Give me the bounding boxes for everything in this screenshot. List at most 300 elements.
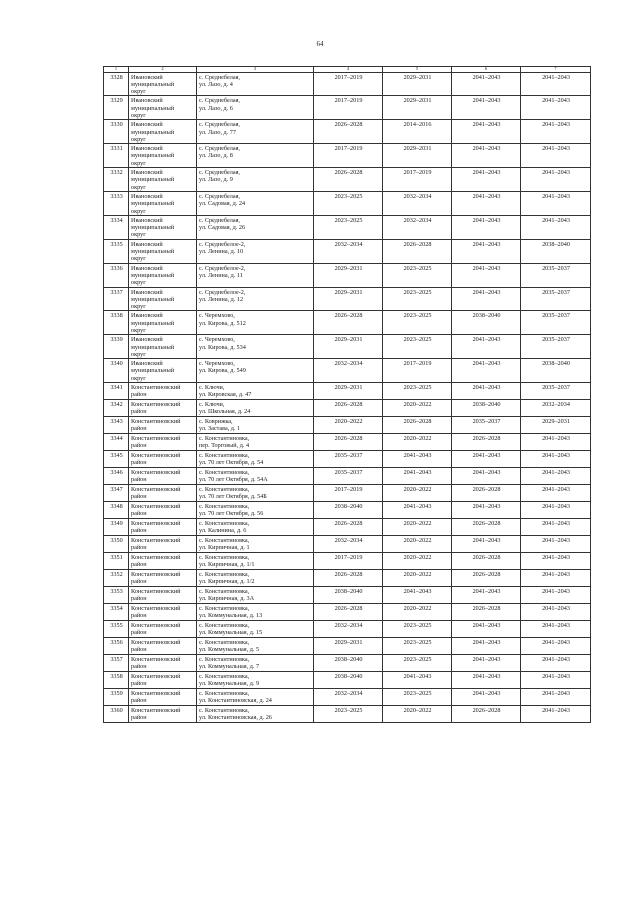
table-row — [104, 706, 591, 723]
district-line: Константиновский — [131, 503, 181, 511]
period-cell: 2041–2043 — [383, 468, 452, 485]
district-line: округ — [131, 350, 146, 358]
district-line: муниципальный — [131, 152, 175, 160]
district-cell — [129, 72, 197, 96]
column-header: 5 — [383, 67, 452, 73]
period-cell: 2029–2031 — [383, 144, 452, 168]
district-cell — [129, 434, 197, 451]
district-cell — [129, 672, 197, 689]
period-cell: 2017–2019 — [314, 144, 383, 168]
address-line: с. Константиновка, — [199, 486, 250, 494]
table-row — [104, 144, 591, 168]
period-cell: 2026–2028 — [452, 553, 521, 570]
address-line: с. Константиновка, — [199, 690, 250, 698]
district-line: район — [131, 612, 147, 620]
row-number-cell: 3328 — [104, 72, 129, 96]
period-cell: 2032–2034 — [314, 689, 383, 706]
address-line: ул. Школьная, д. 24 — [199, 408, 251, 416]
row-number-cell: 3332 — [104, 168, 129, 192]
period-cell: 2041–2043 — [452, 587, 521, 604]
district-line: район — [131, 561, 147, 569]
period-cell: 2041–2043 — [452, 621, 521, 638]
address-line: ул. Коммунальная, д. 5 — [199, 646, 260, 654]
district-cell — [129, 468, 197, 485]
row-number-cell: 3346 — [104, 468, 129, 485]
district-cell — [129, 191, 197, 215]
address-cell — [197, 335, 314, 359]
period-cell: 2041–2043 — [452, 335, 521, 359]
table-row — [104, 359, 591, 383]
address-line: ул. Константиновская, д. 26 — [199, 714, 272, 722]
row-number-cell: 3352 — [104, 570, 129, 587]
period-cell: 2041–2043 — [521, 451, 591, 468]
district-line: Ивановский — [131, 192, 163, 200]
period-cell: 2041–2043 — [521, 587, 591, 604]
row-number-cell: 3355 — [104, 621, 129, 638]
row-number-cell: 3340 — [104, 359, 129, 383]
period-cell: 2026–2028 — [314, 400, 383, 417]
period-cell: 2041–2043 — [521, 621, 591, 638]
address-line: с. Константиновка, — [199, 452, 250, 460]
district-line: район — [131, 476, 147, 484]
address-cell — [197, 672, 314, 689]
district-line: Константиновский — [131, 486, 181, 494]
district-cell — [129, 536, 197, 553]
address-cell — [197, 263, 314, 287]
table-row — [104, 502, 591, 519]
address-cell — [197, 215, 314, 239]
period-cell: 2035–2037 — [521, 287, 591, 311]
period-cell: 2020–2022 — [383, 604, 452, 621]
address-line: ул. Лазо, д. 9 — [199, 176, 233, 184]
period-cell: 2029–2031 — [521, 417, 591, 434]
period-cell: 2017–2019 — [314, 96, 383, 120]
district-line: округ — [131, 303, 146, 311]
address-line: ул. Ленина, д. 12 — [199, 295, 244, 303]
district-cell — [129, 311, 197, 335]
period-cell: 2026–2028 — [314, 604, 383, 621]
district-line: Константиновский — [131, 537, 181, 545]
address-line: ул. Константиновская, д. 24 — [199, 697, 272, 705]
district-line: Константиновский — [131, 384, 181, 392]
period-cell: 2038–2040 — [452, 311, 521, 335]
district-line: Ивановский — [131, 216, 163, 224]
district-line: муниципальный — [131, 224, 175, 232]
district-line: Константиновский — [131, 469, 181, 477]
district-cell — [129, 655, 197, 672]
address-line: ул. Кирова, д. 512 — [199, 319, 246, 327]
district-line: округ — [131, 159, 146, 167]
row-number-cell: 3335 — [104, 239, 129, 263]
address-cell — [197, 706, 314, 723]
district-line: Константиновский — [131, 418, 181, 426]
period-cell: 2041–2043 — [452, 655, 521, 672]
address-line: ул. Кирпичная, д. 1 — [199, 544, 250, 552]
district-line: Ивановский — [131, 360, 163, 368]
period-cell: 2041–2043 — [452, 536, 521, 553]
address-line: с. Среднебелая, — [199, 73, 240, 81]
district-cell — [129, 570, 197, 587]
address-line: ул. Коммунальная, д. 13 — [199, 612, 263, 620]
district-line: округ — [131, 327, 146, 334]
period-cell: 2041–2043 — [452, 144, 521, 168]
address-cell — [197, 120, 314, 144]
district-line: округ — [131, 88, 146, 96]
district-line: Ивановский — [131, 97, 163, 105]
address-cell — [197, 468, 314, 485]
period-cell: 2023–2025 — [314, 706, 383, 723]
address-line: ул. Калинина, д. 6 — [199, 527, 247, 535]
district-line: Ивановский — [131, 264, 163, 272]
address-line: ул. Лазо, д. 4 — [199, 80, 233, 88]
address-line: с. Константиновка, — [199, 503, 250, 511]
address-cell — [197, 168, 314, 192]
table-row — [104, 519, 591, 536]
row-number-cell: 3341 — [104, 383, 129, 400]
period-cell: 2026–2028 — [452, 485, 521, 502]
row-number-cell: 3345 — [104, 451, 129, 468]
period-cell: 2041–2043 — [383, 587, 452, 604]
period-cell: 2032–2034 — [383, 215, 452, 239]
period-cell: 2029–2031 — [314, 638, 383, 655]
period-cell: 2041–2043 — [521, 689, 591, 706]
table-row — [104, 383, 591, 400]
table-row — [104, 335, 591, 359]
period-cell: 2023–2025 — [383, 287, 452, 311]
district-line: муниципальный — [131, 200, 175, 208]
district-cell — [129, 451, 197, 468]
row-number-cell: 3339 — [104, 335, 129, 359]
district-line: район — [131, 442, 147, 450]
period-cell: 2029–2031 — [314, 335, 383, 359]
period-cell: 2035–2037 — [314, 451, 383, 468]
period-cell: 2026–2028 — [452, 434, 521, 451]
district-cell — [129, 587, 197, 604]
table-row — [104, 263, 591, 287]
row-number-cell: 3349 — [104, 519, 129, 536]
period-cell: 2041–2043 — [521, 604, 591, 621]
row-number-cell: 3356 — [104, 638, 129, 655]
district-line: Константиновский — [131, 571, 181, 579]
period-cell: 2026–2028 — [383, 239, 452, 263]
period-cell: 2023–2025 — [383, 638, 452, 655]
district-cell — [129, 144, 197, 168]
period-cell: 2041–2043 — [452, 638, 521, 655]
period-cell: 2026–2028 — [452, 519, 521, 536]
period-cell: 2041–2043 — [521, 672, 591, 689]
period-cell: 2041–2043 — [521, 120, 591, 144]
period-cell: 2023–2025 — [383, 655, 452, 672]
district-line: муниципальный — [131, 367, 175, 375]
row-number-cell: 3354 — [104, 604, 129, 621]
row-number-cell: 3344 — [104, 434, 129, 451]
period-cell: 2023–2025 — [383, 621, 452, 638]
address-line: ул. 70 лет Октября, д. 56 — [199, 510, 264, 518]
district-cell — [129, 502, 197, 519]
district-cell — [129, 604, 197, 621]
address-line: ул. Кировская, д. 47 — [199, 391, 252, 399]
table-row — [104, 215, 591, 239]
address-line: ул. Ленина, д. 10 — [199, 248, 244, 256]
period-cell: 2041–2043 — [452, 383, 521, 400]
address-line: с. Среднебелое-2, — [199, 288, 246, 296]
period-cell: 2041–2043 — [452, 672, 521, 689]
address-cell — [197, 96, 314, 120]
address-line: ул. Садовая, д. 26 — [199, 224, 246, 232]
column-header: 3 — [197, 67, 314, 73]
period-cell: 2026–2028 — [383, 417, 452, 434]
period-cell: 2023–2025 — [314, 191, 383, 215]
period-cell: 2020–2022 — [314, 417, 383, 434]
table-row — [104, 287, 591, 311]
district-line: Ивановский — [131, 312, 163, 320]
period-cell: 2032–2034 — [314, 536, 383, 553]
district-line: округ — [131, 111, 146, 119]
table-row — [104, 468, 591, 485]
period-cell: 2041–2043 — [452, 451, 521, 468]
period-cell: 2041–2043 — [521, 72, 591, 96]
period-cell: 2041–2043 — [452, 191, 521, 215]
page-number: 64 — [316, 40, 324, 48]
period-cell: 2035–2037 — [521, 263, 591, 287]
period-cell: 2041–2043 — [383, 502, 452, 519]
address-line: с. Черемхово, — [199, 312, 235, 320]
address-cell — [197, 604, 314, 621]
row-number-cell: 3330 — [104, 120, 129, 144]
address-cell — [197, 311, 314, 335]
address-cell — [197, 536, 314, 553]
district-line: округ — [131, 279, 146, 287]
district-line: район — [131, 391, 147, 399]
district-line: Константиновский — [131, 639, 181, 647]
table-row — [104, 120, 591, 144]
period-cell: 2020–2022 — [383, 400, 452, 417]
period-cell: 2017–2019 — [383, 168, 452, 192]
address-line: ул. Ленина, д. 11 — [199, 271, 243, 279]
district-cell — [129, 553, 197, 570]
address-cell — [197, 417, 314, 434]
period-cell: 2032–2034 — [314, 239, 383, 263]
district-cell — [129, 638, 197, 655]
table-row — [104, 191, 591, 215]
address-line: с. Черемхово, — [199, 360, 235, 368]
period-cell: 2041–2043 — [521, 502, 591, 519]
address-cell — [197, 553, 314, 570]
address-line: с. Ключи, — [199, 384, 225, 392]
period-cell: 2023–2025 — [383, 335, 452, 359]
period-cell: 2017–2019 — [314, 485, 383, 502]
address-line: с. Черемхово, — [199, 336, 235, 344]
address-cell — [197, 359, 314, 383]
district-line: район — [131, 459, 147, 467]
address-cell — [197, 434, 314, 451]
period-cell: 2035–2037 — [314, 468, 383, 485]
row-number-cell: 3350 — [104, 536, 129, 553]
district-line: Ивановский — [131, 121, 163, 129]
address-line: ул. 70 лет Октября, д. 54Б — [199, 493, 267, 501]
table-row — [104, 72, 591, 96]
period-cell: 2041–2043 — [521, 553, 591, 570]
district-line: Константиновский — [131, 622, 181, 630]
period-cell: 2041–2043 — [521, 536, 591, 553]
address-line: с. Константиновка, — [199, 707, 250, 715]
district-cell — [129, 287, 197, 311]
row-number-cell: 3357 — [104, 655, 129, 672]
address-line: с. Среднебелая, — [199, 192, 240, 200]
address-line: с. Константиновка, — [199, 435, 250, 443]
address-line: ул. Коммунальная, д. 15 — [199, 629, 263, 637]
period-cell: 2029–2031 — [383, 96, 452, 120]
period-cell: 2041–2043 — [521, 519, 591, 536]
period-cell: 2029–2031 — [314, 383, 383, 400]
district-line: Ивановский — [131, 288, 163, 296]
period-cell: 2026–2028 — [314, 434, 383, 451]
table-row — [104, 655, 591, 672]
address-cell — [197, 502, 314, 519]
address-line: с. Константиновка, — [199, 469, 250, 477]
district-cell — [129, 120, 197, 144]
district-line: район — [131, 493, 147, 501]
period-cell: 2023–2025 — [383, 689, 452, 706]
row-number-cell: 3348 — [104, 502, 129, 519]
row-number-cell: 3331 — [104, 144, 129, 168]
address-cell — [197, 519, 314, 536]
district-line: округ — [131, 231, 146, 239]
district-line: район — [131, 714, 147, 722]
table-row — [104, 417, 591, 434]
period-cell: 2038–2040 — [521, 239, 591, 263]
period-cell: 2041–2043 — [521, 638, 591, 655]
period-cell: 2041–2043 — [452, 239, 521, 263]
period-cell: 2017–2019 — [314, 72, 383, 96]
period-cell: 2020–2022 — [383, 536, 452, 553]
period-cell: 2041–2043 — [452, 468, 521, 485]
address-line: ул. Садовая, д. 24 — [199, 200, 246, 208]
address-cell — [197, 191, 314, 215]
district-line: Ивановский — [131, 169, 163, 177]
period-cell: 2041–2043 — [452, 689, 521, 706]
district-line: Константиновский — [131, 605, 181, 613]
district-line: муниципальный — [131, 248, 175, 256]
period-cell: 2023–2025 — [383, 311, 452, 335]
column-header: 7 — [521, 67, 591, 73]
address-cell — [197, 638, 314, 655]
district-line: Константиновский — [131, 690, 181, 698]
table-row — [104, 311, 591, 335]
period-cell: 2023–2025 — [383, 263, 452, 287]
address-line: ул. Лазо, д. 77 — [199, 128, 236, 136]
period-cell: 2038–2040 — [314, 502, 383, 519]
address-cell — [197, 587, 314, 604]
row-number-cell: 3336 — [104, 263, 129, 287]
period-cell: 2041–2043 — [521, 191, 591, 215]
address-line: с. Константиновка, — [199, 605, 250, 613]
address-cell — [197, 383, 314, 400]
period-cell: 2035–2037 — [452, 417, 521, 434]
table-row — [104, 434, 591, 451]
period-cell: 2032–2034 — [521, 400, 591, 417]
column-header: 4 — [314, 67, 383, 73]
table-row — [104, 168, 591, 192]
period-cell: 2041–2043 — [521, 434, 591, 451]
district-line: район — [131, 510, 147, 518]
period-cell: 2026–2028 — [314, 311, 383, 335]
table-row — [104, 96, 591, 120]
address-cell — [197, 451, 314, 468]
table-row — [104, 536, 591, 553]
address-cell — [197, 144, 314, 168]
period-cell: 2020–2022 — [383, 519, 452, 536]
address-line: с. Константиновка, — [199, 520, 250, 528]
period-cell: 2026–2028 — [452, 570, 521, 587]
address-cell — [197, 655, 314, 672]
period-cell: 2020–2022 — [383, 706, 452, 723]
district-cell — [129, 400, 197, 417]
period-cell: 2041–2043 — [521, 96, 591, 120]
period-cell: 2041–2043 — [521, 144, 591, 168]
period-cell: 2026–2028 — [314, 168, 383, 192]
column-header: 2 — [129, 67, 197, 73]
period-cell: 2041–2043 — [452, 502, 521, 519]
period-cell: 2029–2031 — [314, 263, 383, 287]
address-line: с. Среднебелая, — [199, 97, 240, 105]
district-cell — [129, 215, 197, 239]
district-line: муниципальный — [131, 176, 175, 184]
table-row — [104, 604, 591, 621]
address-line: ул. 70 лет Октября, д. 54 — [199, 459, 264, 467]
table-row — [104, 621, 591, 638]
district-cell — [129, 383, 197, 400]
period-cell: 2035–2037 — [521, 335, 591, 359]
address-line: с. Среднебелая, — [199, 216, 240, 224]
address-cell — [197, 400, 314, 417]
period-cell: 2026–2028 — [314, 570, 383, 587]
district-line: округ — [131, 374, 146, 382]
table-row — [104, 485, 591, 502]
period-cell: 2032–2034 — [383, 191, 452, 215]
district-line: Ивановский — [131, 145, 163, 153]
district-cell — [129, 689, 197, 706]
period-cell: 2020–2022 — [383, 485, 452, 502]
period-cell: 2041–2043 — [521, 168, 591, 192]
period-cell: 2035–2037 — [521, 311, 591, 335]
district-line: муниципальный — [131, 104, 175, 112]
address-line: ул. Коммунальная, д. 7 — [199, 663, 260, 671]
address-line: ул. Застава, д. 1 — [199, 425, 241, 433]
district-line: муниципальный — [131, 319, 175, 327]
period-cell: 2026–2028 — [314, 120, 383, 144]
district-line: район — [131, 527, 147, 535]
row-number-cell: 3333 — [104, 191, 129, 215]
period-cell: 2035–2037 — [521, 383, 591, 400]
row-number-cell: 3359 — [104, 689, 129, 706]
address-line: с. Константиновка, — [199, 656, 250, 664]
period-cell: 2020–2022 — [383, 434, 452, 451]
district-cell — [129, 485, 197, 502]
district-line: Константиновский — [131, 673, 181, 681]
address-line: с. Коврижка, — [199, 418, 233, 426]
district-line: Константиновский — [131, 656, 181, 664]
district-line: Ивановский — [131, 73, 163, 81]
table-row — [104, 400, 591, 417]
address-line: с. Константиновка, — [199, 554, 250, 562]
period-cell: 2032–2034 — [314, 621, 383, 638]
address-line: ул. Кирова, д. 549 — [199, 367, 246, 375]
period-cell: 2023–2025 — [314, 215, 383, 239]
row-number-cell: 3343 — [104, 417, 129, 434]
period-cell: 2029–2031 — [383, 72, 452, 96]
table-row — [104, 672, 591, 689]
